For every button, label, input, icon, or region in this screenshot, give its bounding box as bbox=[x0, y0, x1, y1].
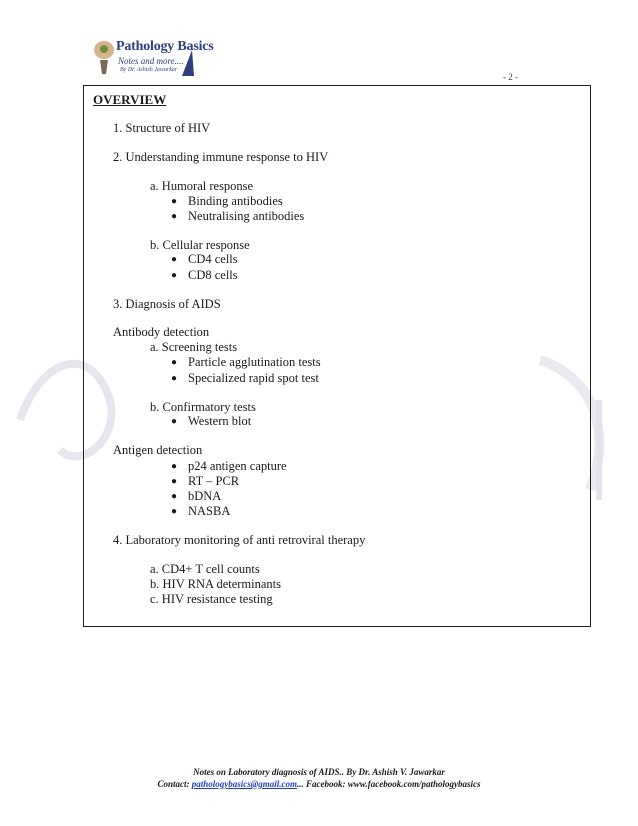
contact-suffix: ... Facebook: www.facebook.com/pathologybasics bbox=[297, 779, 481, 789]
bullet-item: CD4 cells bbox=[188, 252, 238, 266]
bullet-icon: ● bbox=[171, 196, 178, 207]
monitoring-item: b. HIV RNA determinants bbox=[150, 577, 282, 591]
bullet-item: Particle agglutination tests bbox=[188, 355, 321, 369]
monitoring-item: c. HIV resistance testing bbox=[150, 592, 273, 606]
logo-title: Pathology Basics bbox=[116, 39, 214, 54]
bullet-icon: ● bbox=[171, 476, 178, 487]
list-item: 1. Structure of HIV bbox=[113, 121, 211, 135]
bullet-item: CD8 cells bbox=[188, 268, 238, 282]
email-link[interactable]: pathologybasics@gmail.com bbox=[191, 779, 298, 789]
bullet-icon: ● bbox=[171, 506, 178, 517]
bullet-item: NASBA bbox=[188, 504, 231, 518]
sublist-label: a. Screening tests bbox=[150, 340, 238, 354]
section-label: Antigen detection bbox=[113, 443, 203, 457]
bullet-item: Neutralising antibodies bbox=[188, 209, 305, 223]
bullet-item: p24 antigen capture bbox=[188, 459, 287, 473]
monitoring-item: a. CD4+ T cell counts bbox=[150, 562, 260, 576]
bullet-item: bDNA bbox=[188, 489, 222, 503]
bullet-item: Specialized rapid spot test bbox=[188, 371, 319, 385]
footer-title: Notes on Laboratory diagnosis of AIDS.. By Dr. Ashish V. Jawarkar bbox=[193, 767, 445, 777]
bullet-item: Western blot bbox=[188, 414, 252, 428]
footer-contact bbox=[0, 779, 638, 789]
bullet-icon: ● bbox=[171, 461, 178, 472]
list-item: 4. Laboratory monitoring of anti retroviral therapy bbox=[113, 533, 366, 547]
sublist-label: a. Humoral response bbox=[150, 179, 254, 193]
sublist-label: b. Cellular response bbox=[150, 238, 250, 252]
list-item: 2. Understanding immune response to HIV bbox=[113, 150, 329, 164]
logo-author: By Dr. Ashish Jawarkar bbox=[120, 67, 178, 73]
list-item: 3. Diagnosis of AIDS bbox=[113, 297, 221, 311]
bullet-icon: ● bbox=[171, 357, 178, 368]
bullet-icon: ● bbox=[171, 373, 178, 384]
section-label: Antibody detection bbox=[113, 325, 210, 339]
overview-heading: OVERVIEW bbox=[93, 92, 167, 107]
bullet-item: RT – PCR bbox=[188, 474, 240, 488]
bullet-icon: ● bbox=[171, 416, 178, 427]
bullet-icon: ● bbox=[171, 211, 178, 222]
bullet-icon: ● bbox=[171, 491, 178, 502]
bullet-item: Binding antibodies bbox=[188, 194, 283, 208]
sublist-label: b. Confirmatory tests bbox=[150, 400, 256, 414]
page-number: - 2 - bbox=[503, 72, 518, 82]
bullet-icon: ● bbox=[171, 270, 178, 281]
logo-subtitle: Notes and more.... bbox=[118, 56, 184, 66]
contact-prefix: Contact: bbox=[157, 779, 192, 789]
bullet-icon: ● bbox=[171, 254, 178, 265]
